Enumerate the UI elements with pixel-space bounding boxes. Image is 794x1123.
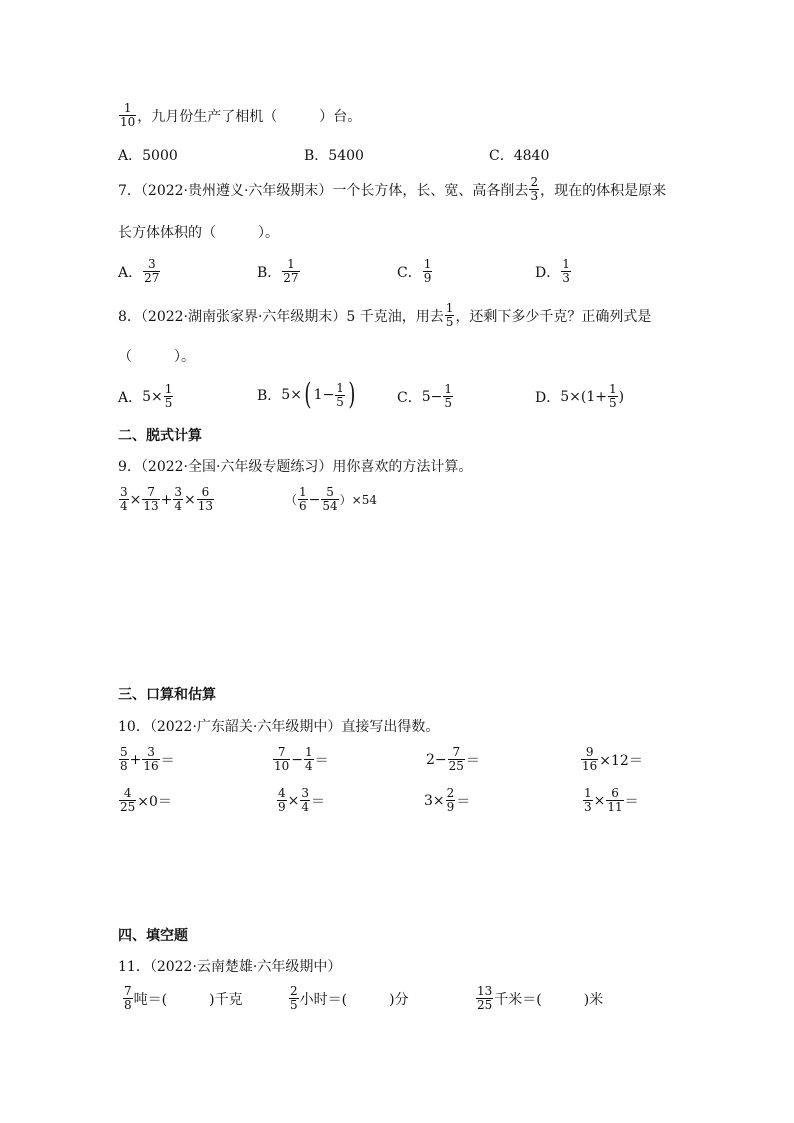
- q9-expression-2: （ $\frac{1}{6}$ − $\frac{5}{54}$ ）×54: [285, 485, 377, 513]
- option-b[interactable]: B．5400: [304, 148, 364, 164]
- question-10: 10．（2022·广东韶关·六年级期中）直接写出得数。: [118, 719, 440, 735]
- close-paren: ): [348, 377, 356, 412]
- q10-item: $\frac{5}{8}$ + $\frac{3}{16}$ ＝: [120, 745, 175, 773]
- question-9: 9．（2022·全国·六年级专题练习）用你喜欢的方法计算。: [118, 459, 473, 475]
- q10-item: $\frac{7}{10}$ − $\frac{1}{4}$ ＝: [274, 745, 329, 773]
- q11-item: $\frac{13}{25}$ 千米＝( )米: [477, 984, 604, 1012]
- q6-tail-line: [118, 102, 361, 129]
- q10-item: $\frac{4}{25}$ ×0＝: [120, 786, 172, 814]
- q6-tail-text: ，九月份生产了相机（ ）台。: [137, 108, 362, 125]
- q7-option-b[interactable]: B． $\frac{1}{27}$: [257, 257, 299, 285]
- q10-item: 3× $\frac{2}{9}$ ＝: [424, 786, 471, 814]
- section-heading: 三、口算和估算: [118, 687, 216, 703]
- option-c[interactable]: C．4840: [489, 148, 550, 164]
- q8-option-b[interactable]: B． 5× ( 1− $\frac{1}{5}$ ): [257, 377, 356, 412]
- fraction: $\frac{1}{5}$: [445, 301, 454, 329]
- question-8: 8．（2022·湖南张家界·六年级期末）5 千克油，用去 $\frac{1}{5}$ ，还剩下多少千克？正确列式是: [118, 301, 652, 329]
- fraction: $\frac{1}{10}$: [120, 101, 136, 129]
- section-heading: 四、填空题: [118, 928, 188, 944]
- q8-option-d[interactable]: D． 5×(1+ $\frac{1}{5}$ ): [535, 382, 625, 410]
- q7-option-c[interactable]: C． $\frac{1}{9}$: [397, 257, 432, 285]
- q10-item: $\frac{4}{9}$ × $\frac{3}{4}$ ＝: [278, 786, 326, 814]
- q8-option-a[interactable]: A． 5× $\frac{1}{5}$: [118, 382, 173, 410]
- q7-option-d[interactable]: D． $\frac{1}{3}$: [535, 257, 570, 285]
- option-a[interactable]: A．5000: [118, 148, 178, 164]
- question-8-line2: （ ）。: [118, 349, 195, 365]
- q7-option-a[interactable]: A． $\frac{3}{27}$: [118, 257, 160, 285]
- q9-expression-1: $\frac{3}{4}$ × $\frac{7}{13}$ + $\frac{3}{4}$ × $\frac{6}{13}$: [120, 485, 214, 513]
- q11-item: $\frac{7}{8}$ 吨＝( )千克: [124, 984, 243, 1012]
- q8-option-c[interactable]: C． 5− $\frac{1}{5}$: [397, 382, 452, 410]
- q10-item: $\frac{9}{16}$ ×12＝: [582, 745, 643, 773]
- section-heading: 二、脱式计算: [118, 428, 202, 444]
- q10-item: $\frac{1}{3}$ × $\frac{6}{11}$ ＝: [584, 786, 639, 814]
- question-11: 11．（2022·云南楚雄·六年级期中）: [118, 959, 342, 975]
- fraction: $\frac{2}{3}$: [530, 175, 539, 203]
- q10-item: 2− $\frac{7}{25}$ ＝: [426, 745, 480, 773]
- q11-item: $\frac{2}{5}$ 小时＝( )分: [290, 984, 409, 1012]
- question-7-line2: 长方体体积的（ ）。: [118, 225, 279, 241]
- open-paren: (: [304, 377, 312, 412]
- question-7: 7．（2022·贵州遵义·六年级期末）一个长方体，长、宽、高各削去 $\frac{2}{3}$ ，现在的体积是原来: [118, 175, 667, 203]
